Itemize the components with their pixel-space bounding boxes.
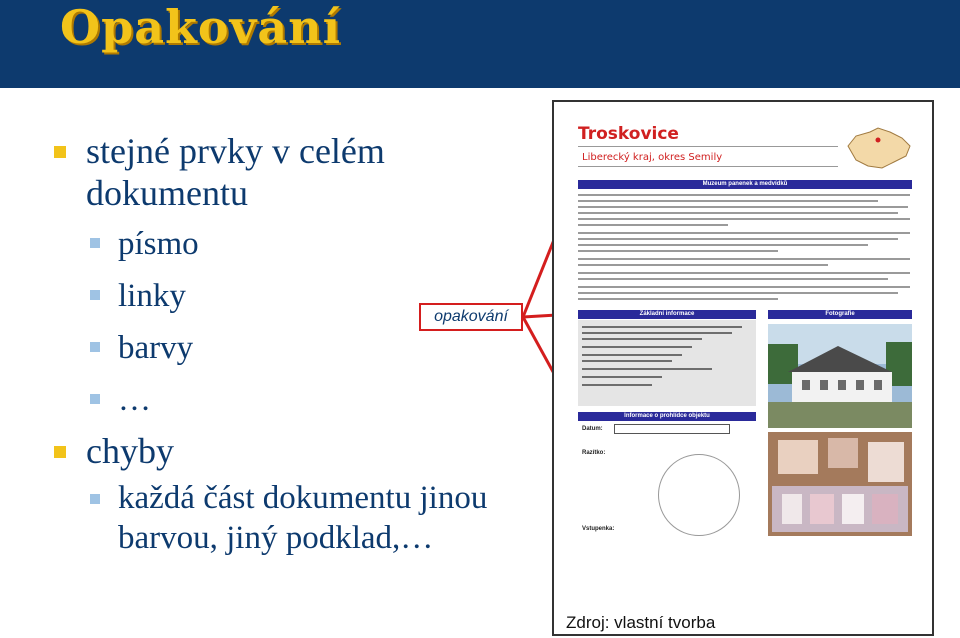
bullet-sub-etc-text: …	[118, 382, 151, 418]
map-icon	[844, 126, 914, 170]
source-caption: Zdroj: vlastní tvorba	[566, 613, 716, 632]
callout-box: opakování	[419, 303, 523, 331]
bullet-list	[52, 130, 542, 558]
doc-subtitle: Liberecký kraj, okres Semily	[582, 152, 723, 163]
bullet-main-2	[52, 430, 542, 472]
stamp-circle	[658, 454, 740, 536]
bullet-square-icon	[54, 146, 66, 158]
bullet-small-square-icon	[90, 238, 100, 248]
bullet-sub-errors	[52, 472, 542, 558]
label-date: Datum:	[582, 426, 603, 432]
band-photo: Fotografie	[768, 310, 912, 319]
band-info: Základní informace	[578, 310, 756, 319]
bullet-sub-etc	[52, 374, 542, 426]
bullet-sub-font	[52, 218, 542, 270]
slide-title: Opakování	[60, 0, 342, 54]
band-museum: Muzeum panenek a medvídků	[578, 180, 912, 189]
photo-building	[768, 324, 912, 428]
doc-logo: Troskovice	[578, 124, 679, 144]
label-stamp: Razítko:	[582, 450, 606, 456]
bullet-square-icon	[54, 446, 66, 458]
bullet-sub-errors-text: každá část dokumentu jinou barvou, jiný podklad,…	[118, 480, 488, 556]
bullet-small-square-icon	[90, 494, 100, 504]
bullet-small-square-icon	[90, 394, 100, 404]
doc-rule	[578, 146, 838, 147]
bullet-main-2-text: chyby	[86, 431, 174, 471]
date-field	[614, 424, 730, 434]
info-box	[578, 320, 756, 406]
document-preview	[552, 100, 934, 636]
bullet-sub-lines-text: linky	[118, 278, 186, 314]
bullet-small-square-icon	[90, 342, 100, 352]
bullet-sub-font-text: písmo	[118, 226, 199, 262]
band-visit: Informace o prohlídce objektu	[578, 412, 756, 421]
bullet-main-1-text: stejné prvky v celém dokumentu	[86, 131, 385, 213]
bullet-main-1	[52, 130, 542, 214]
bullet-sub-colors-text: barvy	[118, 330, 194, 366]
doc-rule	[578, 166, 838, 167]
label-ticket: Vstupenka:	[582, 526, 615, 532]
bullet-small-square-icon	[90, 290, 100, 300]
title-bar	[0, 0, 960, 88]
photo-interior	[768, 432, 912, 536]
